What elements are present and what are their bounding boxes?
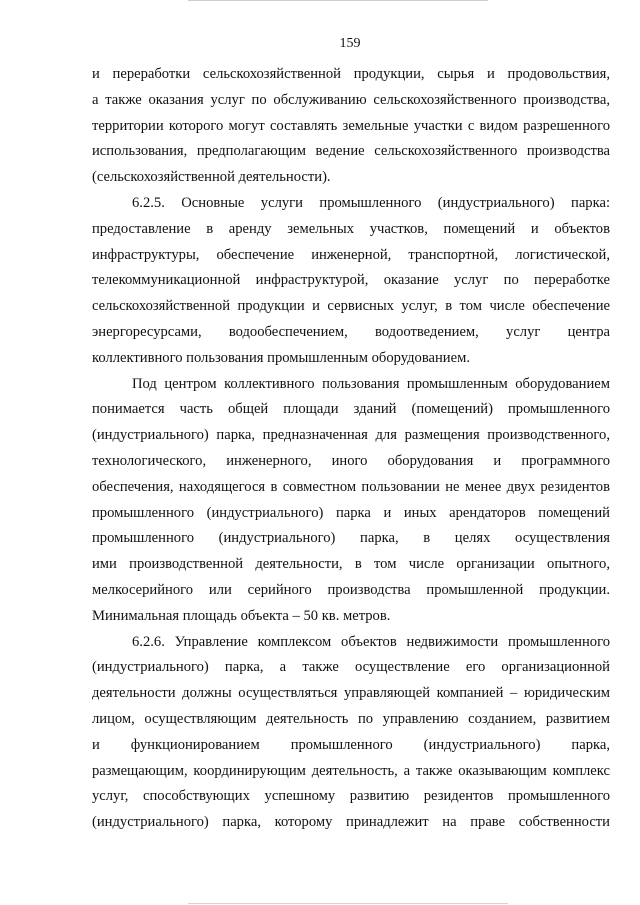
text-line: коллективного пользования промышленным оборудованием. [92, 349, 470, 366]
text-line: мелкосерийного или серийного производства промышленной продукции. [92, 581, 610, 598]
text-line: инфраструктуры, обеспечение инженерной, транспортной, логистической, [92, 246, 610, 263]
text-line: (сельскохозяйственной деятельности). [92, 169, 331, 186]
text-line: промышленного (индустриального) парка и иных арендаторов помещений [92, 504, 610, 521]
text-line: (индустриального) парка, которому принадлежит на праве собственности [92, 814, 610, 831]
paragraph-continuation [92, 62, 610, 191]
text-line: энергоресурсами, водообеспечением, водоотведением, услуг центра [92, 323, 610, 340]
text-line: деятельности должны осуществляться управляющей компанией – юридическим [92, 685, 610, 702]
paragraph-6-2-6 [92, 630, 610, 836]
text-line: (индустриального) парка, предназначенная для размещения производственного, [92, 427, 610, 444]
text-line: понимается часть общей площади зданий (помещений) промышленного [92, 401, 610, 418]
text-line: и переработки сельскохозяйственной продукции, сырья и продовольствия, [92, 66, 610, 82]
text-line: сельскохозяйственной продукции и сервисных услуг, в том числе обеспечение [92, 298, 610, 315]
text-line: Минимальная площадь объекта – 50 кв. метров. [92, 607, 391, 624]
page-number: 159 [339, 36, 361, 51]
document-body [92, 62, 610, 836]
text-line: а также оказания услуг по обслуживанию сельскохозяйственного производства, [92, 91, 610, 108]
text-line: лицом, осуществляющим деятельность по управлению созданием, развитием [92, 710, 610, 727]
paragraph-6-2-5 [92, 191, 610, 372]
text-line: обеспечения, находящегося в совместном пользовании не менее двух резидентов [92, 478, 610, 495]
text-line: размещающим, координирующим деятельность, а также оказывающим комплекс [92, 762, 610, 779]
paragraph-center-definition [92, 372, 610, 630]
text-line: технологического, инженерного, иного оборудования и программного [92, 452, 610, 469]
text-line: использования, предполагающим ведение сельскохозяйственного производства [92, 143, 610, 160]
text-line: ими производственной деятельности, в том числе организации опытного, [92, 556, 610, 573]
text-line: 6.2.5. Основные услуги промышленного (индустриального) парка: [132, 194, 610, 211]
scan-edge-bottom [188, 903, 508, 904]
text-line: и функционированием промышленного (индустриального) парка, [92, 736, 610, 753]
text-line: Под центром коллективного пользования промышленным оборудованием [132, 375, 610, 392]
text-line: услуг, способствующих успешному развитию резидентов промышленного [92, 788, 610, 805]
scan-edge-top [188, 0, 488, 1]
text-line: телекоммуникационной инфраструктурой, оказание услуг по переработке [92, 272, 610, 289]
text-line: территории которого могут составлять земельные участки с видом разрешенного [92, 117, 610, 134]
text-line: промышленного (индустриального) парка, в целях осуществления [92, 530, 610, 547]
text-line: (индустриального) парка, а также осуществление его организационной [92, 659, 610, 676]
text-line: 6.2.6. Управление комплексом объектов недвижимости промышленного [132, 633, 610, 650]
text-line: предоставление в аренду земельных участков, помещений и объектов [92, 220, 610, 237]
